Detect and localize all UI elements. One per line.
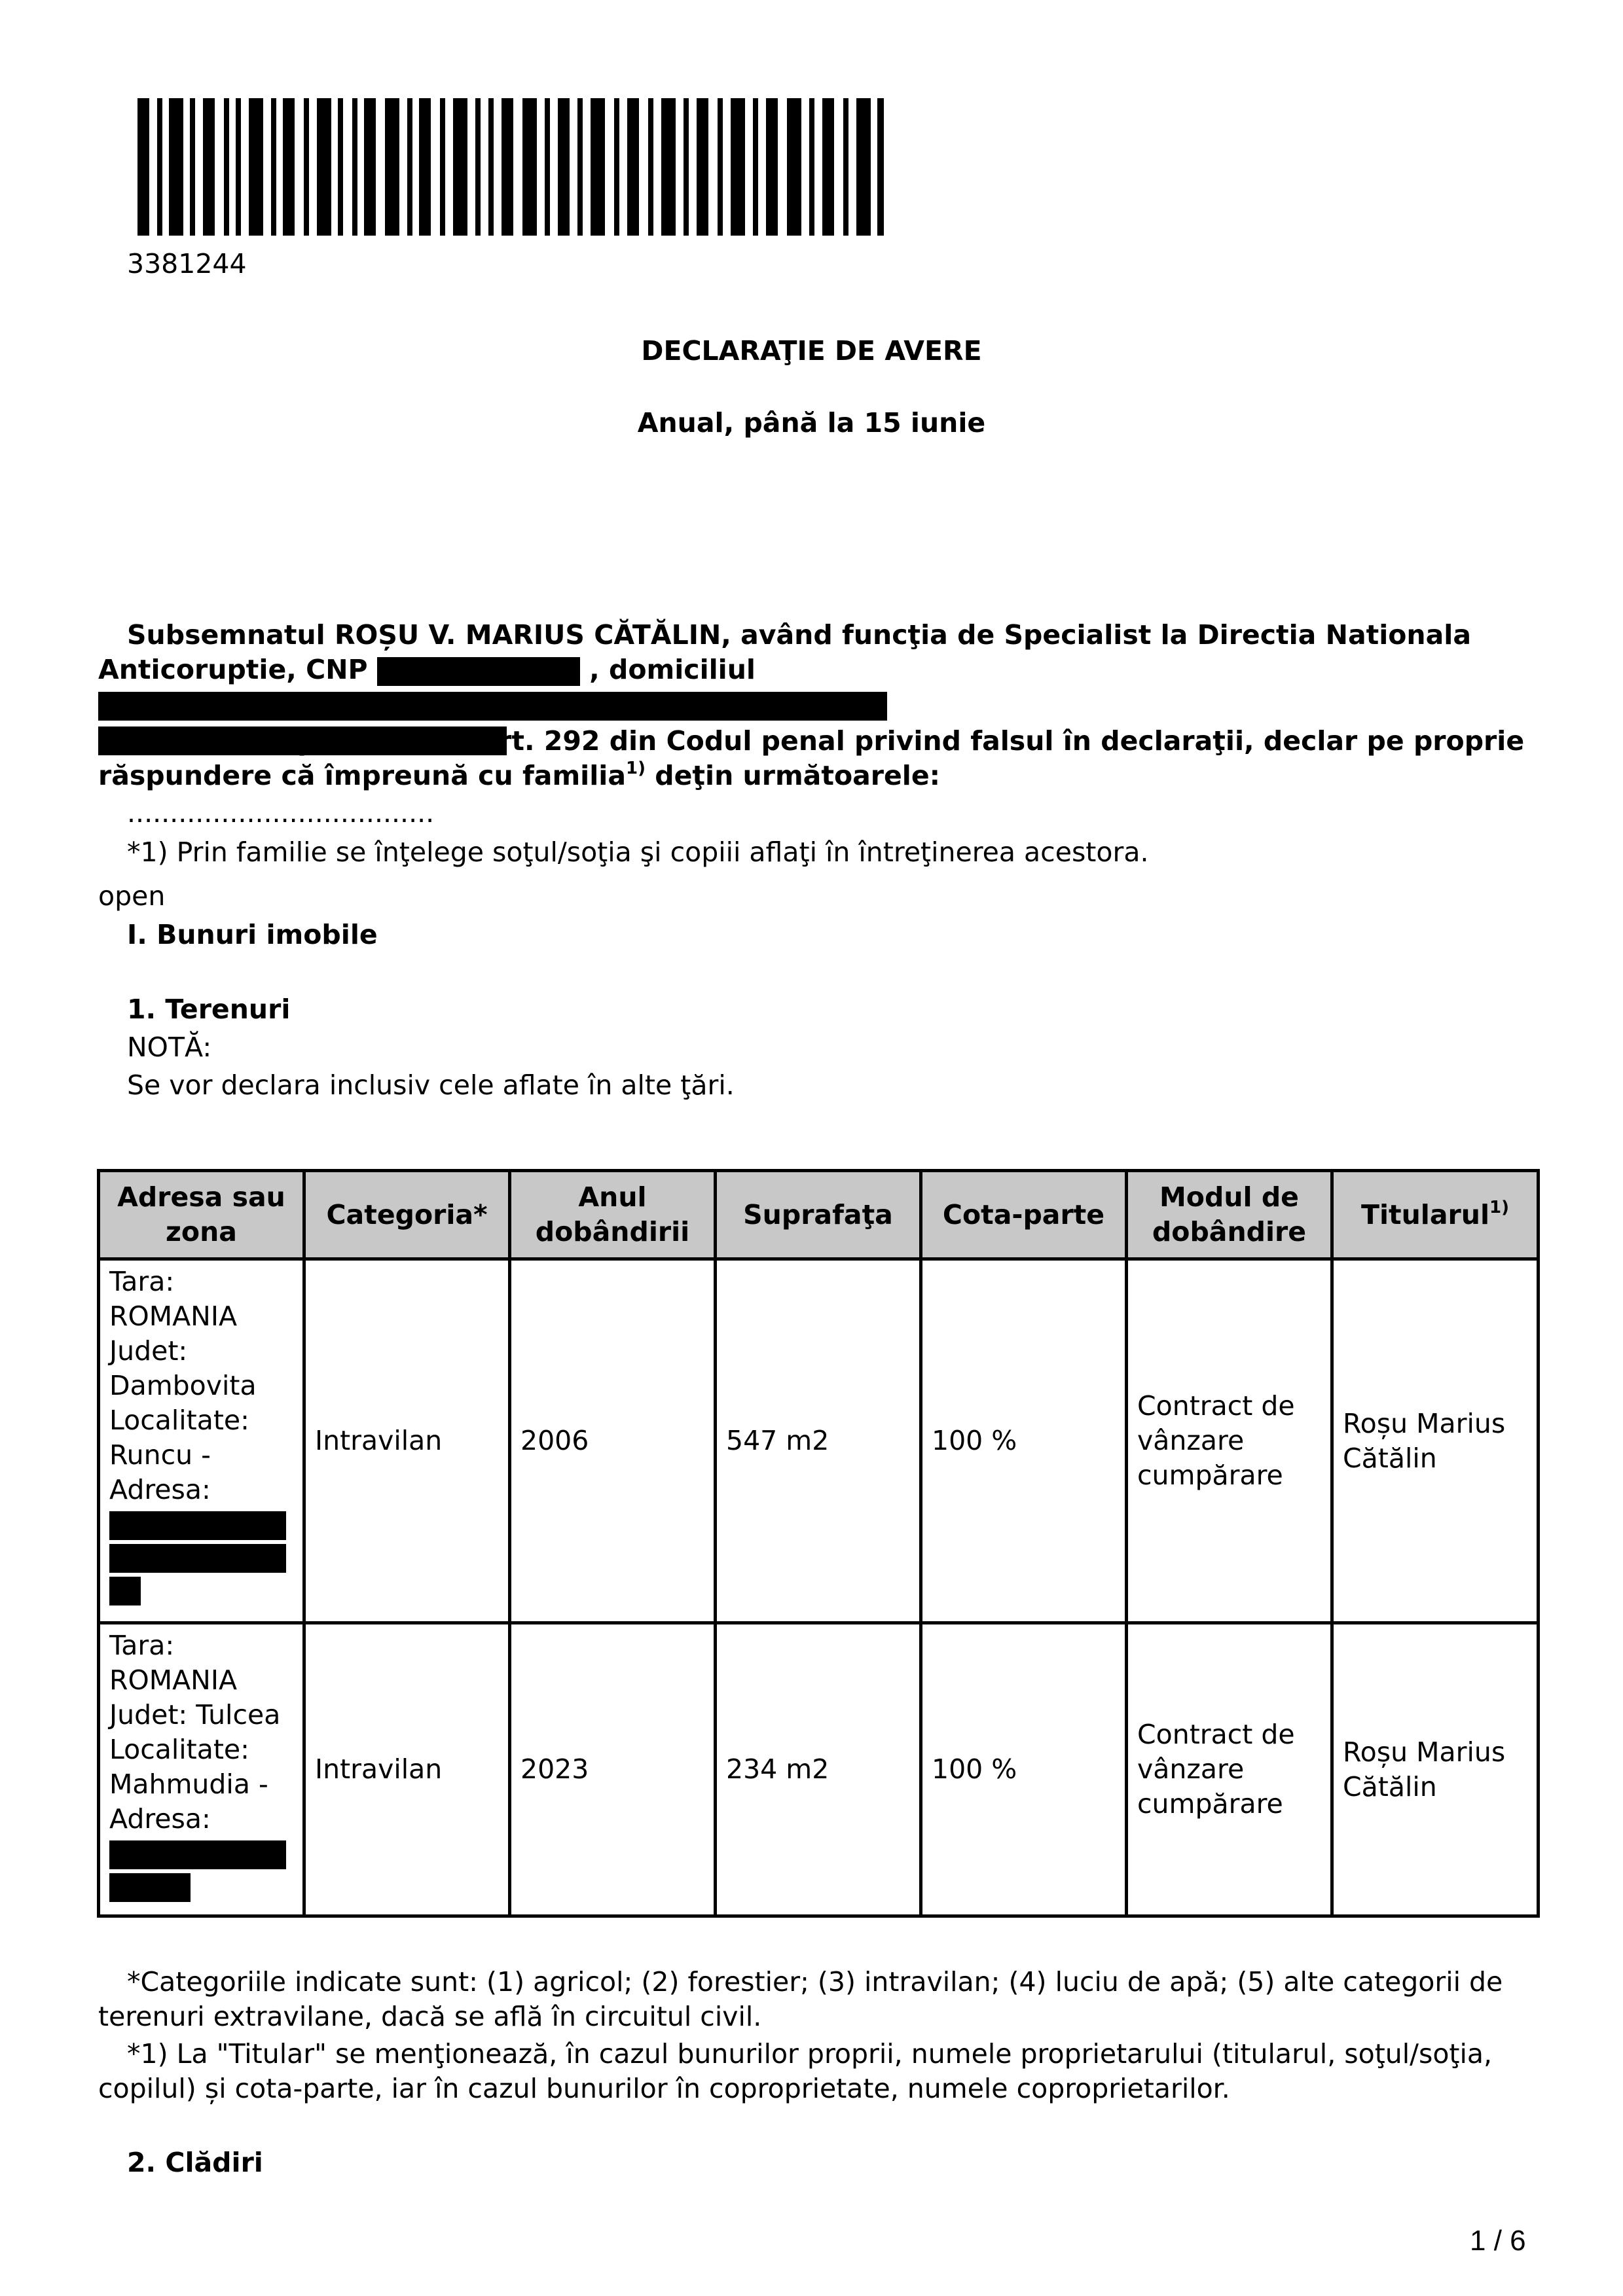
declarant-line-1: Subsemnatul ROȘU V. MARIUS CĂTĂLIN, având funcţia de Specialist la Directia Nationala (127, 619, 1472, 651)
family-footnote: *1) Prin familie se înţelege soţul/soţia şi copiii aflaţi în întreţinerea acestora. (127, 836, 1149, 868)
document-subtitle: Anual, până la 15 iunie (637, 407, 986, 439)
redacted-cnp (377, 657, 580, 686)
categories-note-line-1: *Categoriile indicate sunt: (1) agricol; (2) forestier; (3) intravilan; (4) luciu de apă; (5) alte categorii de (127, 1966, 1503, 1998)
cell-area: 547 m2 (716, 1259, 921, 1623)
note-label: NOTĂ: (127, 1031, 212, 1063)
land-table (97, 1169, 1540, 1918)
categories-note-line-2: terenuri extravilane, dacă se află în circuitul civil. (98, 2001, 762, 2032)
header-mode: Modul de dobândire (1127, 1171, 1332, 1259)
barcode-number: 3381244 (127, 248, 247, 279)
knowledge-line-2-a: răspundere că împreună cu familia (98, 760, 627, 791)
header-category: Categoria* (304, 1171, 510, 1259)
knowledge-paragraph (98, 724, 1532, 793)
cell-address-text: Tara: ROMANIA Judet: Tulcea Localitate: Mahmudia - Adresa: (109, 1630, 281, 1835)
dots-line: .................................... (127, 797, 435, 829)
cell-share: 100 % (921, 1259, 1127, 1623)
table-header-row (99, 1171, 1539, 1259)
cell-year: 2023 (510, 1623, 716, 1916)
cell-share: 100 % (921, 1623, 1127, 1916)
categories-note (98, 1965, 1532, 2034)
holder-note-line-1: *1) La "Titular" se menţionează, în cazul bunurilor proprii, numele proprietarului (titularul, soţul/soţia, (127, 2038, 1493, 2070)
cell-address-text: Tara: ROMANIA Judet: Dambovita Localitate: Runcu - Adresa: (109, 1266, 257, 1505)
header-holder-text: Titularul (1361, 1198, 1489, 1230)
cell-address (99, 1623, 304, 1916)
note-text: Se vor declara inclusiv cele aflate în alte ţări. (127, 1069, 735, 1101)
cell-category: Intravilan (304, 1259, 510, 1623)
cell-address (99, 1259, 304, 1623)
section-heading-immovables: I. Bunuri imobile (127, 919, 378, 950)
footnote-marker: 1) (626, 759, 646, 779)
knowledge-line-2-b: deţin următoarele: (646, 760, 941, 791)
header-address: Adresa sau zona (99, 1171, 304, 1259)
declarant-line-2 (98, 653, 1532, 722)
header-holder-sup: 1) (1489, 1197, 1509, 1217)
subsection-heading-lands: 1. Terenuri (127, 994, 291, 1025)
page-number: 1 / 6 (1470, 2225, 1526, 2257)
declarant-line-2-domicile: , domiciliul (589, 654, 756, 685)
header-area: Suprafaţa (716, 1171, 921, 1259)
barcode-image (137, 98, 884, 236)
redacted-land-address (109, 1840, 286, 1869)
redacted-land-address (109, 1544, 286, 1573)
document-title: DECLARAŢIE DE AVERE (641, 335, 982, 367)
cell-holder: Roșu Marius Cătălin (1332, 1259, 1539, 1623)
redacted-land-address (109, 1577, 141, 1605)
redacted-land-address (109, 1873, 191, 1902)
cell-category: Intravilan (304, 1623, 510, 1916)
holder-note-line-2: copilul) și cota-parte, iar în cazul bunurilor în coproprietate, numele coproprietarilor. (98, 2073, 1230, 2104)
cell-year: 2006 (510, 1259, 716, 1623)
header-year: Anul dobândirii (510, 1171, 716, 1259)
stray-text: open (98, 880, 166, 912)
knowledge-line-2 (98, 759, 1532, 793)
table-row (99, 1259, 1539, 1623)
cell-holder: Roșu Marius Cătălin (1332, 1623, 1539, 1916)
declarant-line-2-start: Anticoruptie, CNP (98, 654, 368, 685)
holder-note (98, 2037, 1532, 2106)
header-holder (1332, 1171, 1539, 1259)
cell-mode: Contract de vânzare cumpărare (1127, 1259, 1332, 1623)
subsection-heading-buildings: 2. Clădiri (127, 2147, 263, 2178)
redacted-address (98, 692, 887, 721)
cell-area: 234 m2 (716, 1623, 921, 1916)
cell-mode: Contract de vânzare cumpărare (1127, 1623, 1332, 1916)
knowledge-line-1: cunoscând prevederile art. 292 din Codul penal privind falsul în declaraţii, declar pe proprie (127, 725, 1525, 757)
redacted-land-address (109, 1511, 286, 1540)
table-row (99, 1623, 1539, 1916)
header-share: Cota-parte (921, 1171, 1127, 1259)
